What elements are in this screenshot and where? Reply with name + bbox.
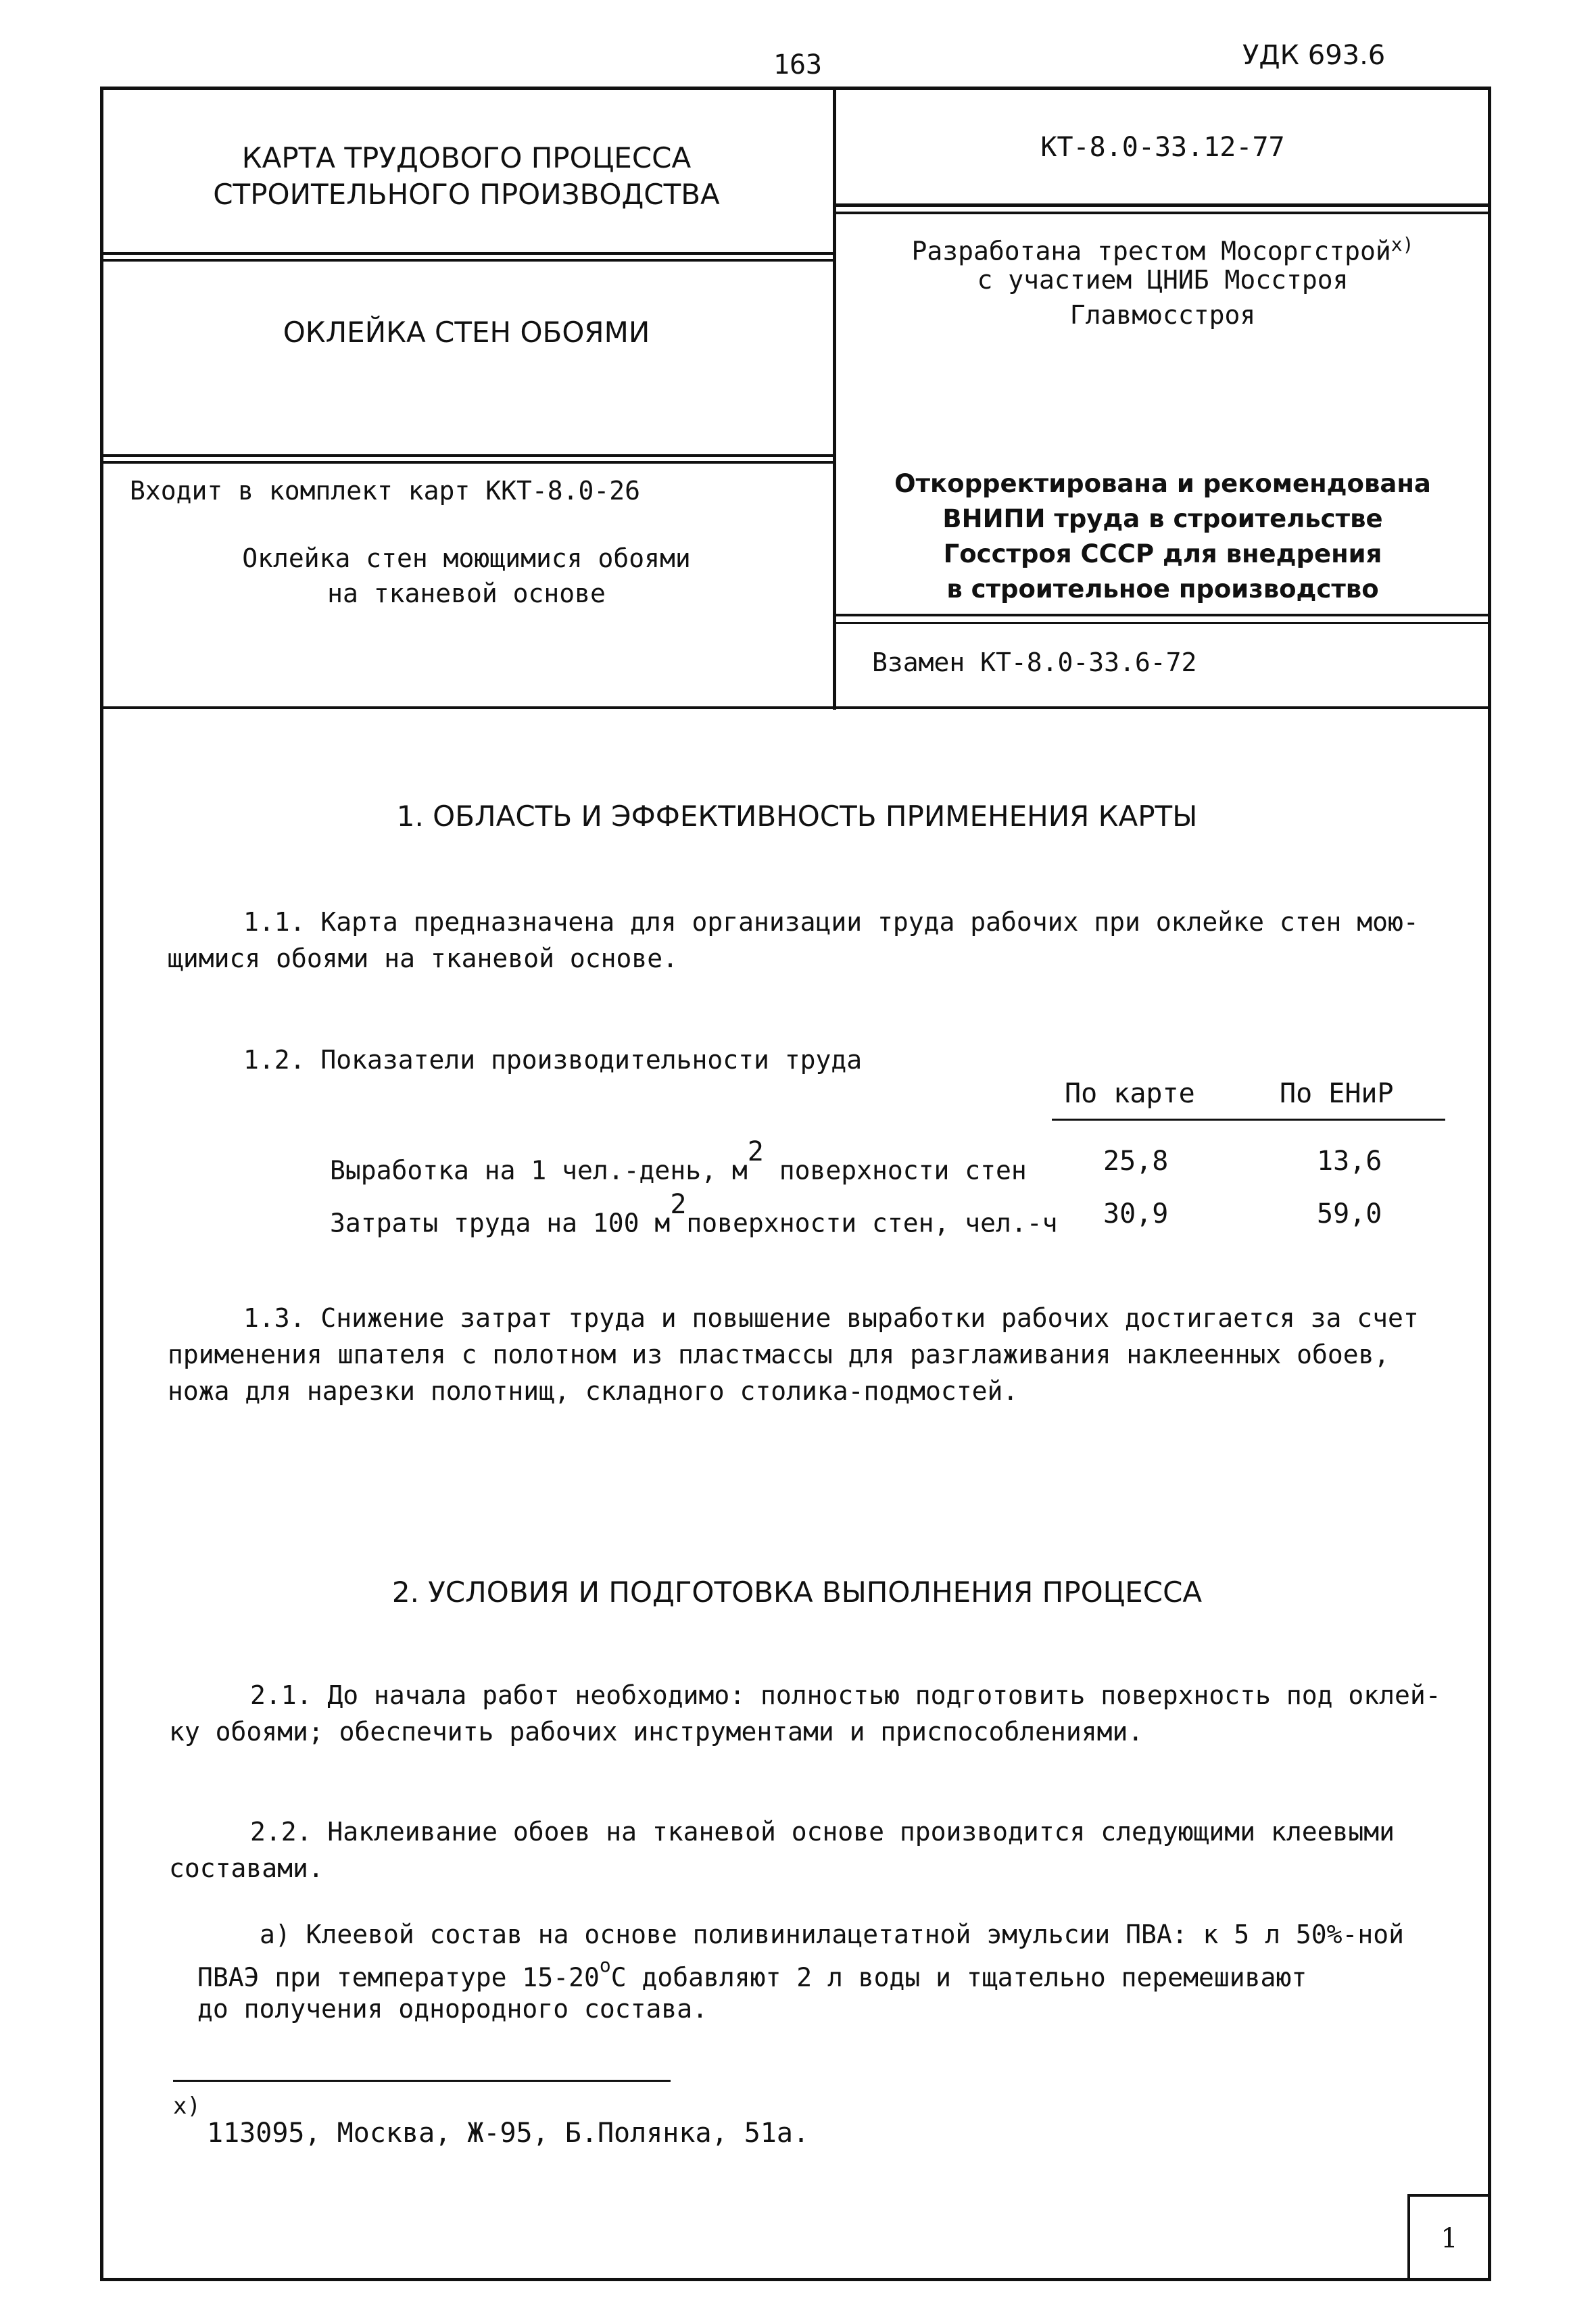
- section1-p2: 1.2. Показатели производительности труда: [243, 1045, 863, 1075]
- right-divider-2b: [834, 622, 1491, 624]
- section1-p3-line2: применения шпателя с полотном из пластмассы для разглаживания наклеенных обоев,: [168, 1340, 1390, 1369]
- udk-code: УДК 693.6: [1242, 40, 1386, 71]
- sheet-number: 1: [1441, 2223, 1458, 2254]
- section2-p2-line2: составами.: [169, 1853, 324, 1883]
- right-divider-1b: [834, 212, 1491, 214]
- page-number: 163: [773, 49, 823, 80]
- developed-line3: Главмосстроя: [1069, 300, 1256, 330]
- card-title-line1: КАРТА ТРУДОВОГО ПРОЦЕССА: [241, 141, 692, 174]
- card-set-title-line1: Оклейка стен моющимися обоями: [242, 543, 691, 573]
- replaces-line: Взамен КТ-8.0-33.6-72: [872, 648, 1197, 677]
- section1-p1-line1: 1.1. Карта предназначена для организации труда рабочих при оклейке стен мою-: [243, 907, 1419, 937]
- card-subject: ОКЛЕЙКА СТЕН ОБОЯМИ: [283, 316, 650, 349]
- left-divider-1a: [100, 252, 834, 255]
- section1-heading: 1. ОБЛАСТЬ И ЭФФЕКТИВНОСТЬ ПРИМЕНЕНИЯ КАРТЫ: [396, 800, 1198, 833]
- right-divider-2a: [834, 614, 1491, 616]
- corrected-line1: Откорректирована и рекомендована: [894, 469, 1431, 498]
- table-row-labor-by-enir: 59,0: [1317, 1198, 1382, 1229]
- right-divider-1a: [834, 203, 1491, 207]
- table-row-output-label: Выработка на 1 чел.-день, $м^2$ поверхности стен: [330, 1136, 1027, 1186]
- section2-p1-line1: 2.1. До начала работ необходимо: полностью подготовить поверхность под оклей-: [250, 1680, 1441, 1710]
- table-header-rule: [1052, 1119, 1445, 1121]
- left-divider-2a: [100, 454, 834, 457]
- table-row-output-by-enir: 13,6: [1317, 1146, 1382, 1177]
- section1-p1-line2: щимися обоями на тканевой основе.: [168, 944, 678, 973]
- corrected-line2: ВНИПИ труда в строительстве: [942, 504, 1383, 533]
- section1-p3-line1: 1.3. Снижение затрат труда и повышение выработки рабочих достигается за счет: [243, 1303, 1419, 1333]
- corrected-line3: Госстроя СССР для внедрения: [943, 539, 1382, 568]
- header-bottom-rule: [100, 706, 1491, 709]
- left-divider-2b: [100, 461, 834, 464]
- footnote-mark: x): [173, 2093, 201, 2120]
- footnote-rule: [173, 2080, 671, 2082]
- card-set-title-line2: на тканевой основе: [327, 579, 606, 608]
- left-divider-1b: [100, 259, 834, 262]
- table-col-by-enir: По ЕНиР: [1280, 1078, 1394, 1109]
- card-set-line: Входит в комплект карт ККТ-8.0-26: [130, 476, 640, 506]
- section1-p3-line3: ножа для нарезки полотнищ, складного столика-подмостей.: [168, 1376, 1019, 1406]
- footnote-text: 113095, Москва, Ж-95, Б.Полянка, 51а.: [207, 2118, 810, 2149]
- section2-pa-line1: а) Клеевой состав на основе поливинилацетатной эмульсии ПВА: к 5 л 50%-ной: [260, 1920, 1404, 1949]
- card-code: КТ-8.0-33.12-77: [1040, 132, 1285, 163]
- developed-line2: с участием ЦНИБ Мосстроя: [977, 265, 1349, 295]
- table-row-labor-by-card: 30,9: [1103, 1198, 1169, 1229]
- footnote-mark-ref: x): [1391, 233, 1414, 255]
- section2-p1-line2: ку обоями; обеспечить рабочих инструментами и приспособлениями.: [169, 1717, 1144, 1747]
- table-col-by-card: По карте: [1065, 1078, 1195, 1109]
- section2-heading: 2. УСЛОВИЯ И ПОДГОТОВКА ВЫПОЛНЕНИЯ ПРОЦЕССА: [391, 1576, 1203, 1609]
- section2-pa-line2: ПВАЭ при температуре 15-20$^o$С добавляют 2 л воды и тщательно перемешивают: [197, 1954, 1307, 1993]
- card-title-line2: СТРОИТЕЛЬНОГО ПРОИЗВОДСТВА: [213, 178, 720, 211]
- corrected-line4: в строительное производство: [946, 575, 1379, 604]
- table-row-output-by-card: 25,8: [1103, 1146, 1169, 1177]
- developed-line1: Разработана трестом Мосоргстрой$^{x)}$: [911, 233, 1414, 266]
- section2-pa-line3: до получения однородного состава.: [197, 1994, 708, 2024]
- section2-p2-line1: 2.2. Наклеивание обоев на тканевой основе производится следующими клеевыми: [250, 1817, 1395, 1847]
- table-row-labor-label: Затраты труда на 100 $м^2поверхности$ стен, чел.-ч: [330, 1189, 1058, 1238]
